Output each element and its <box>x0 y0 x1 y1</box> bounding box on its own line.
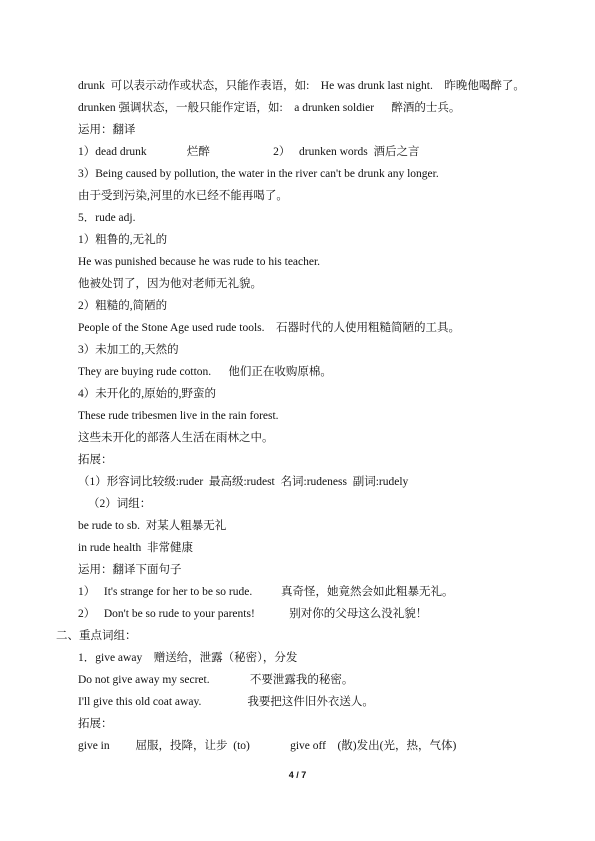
text-line: 3）未加工的,天然的 <box>78 344 179 356</box>
section-heading: 二、重点词组： <box>56 630 137 642</box>
text-line: 运用：翻译下面句子 <box>78 564 182 576</box>
text-line: （1）形容词比较级:ruder 最高级:rudest 名词:rudeness 副词:rudely <box>78 476 409 488</box>
text-line: People of the Stone Age used rude tools. 石器时代的人使用粗糙简陋的工具。 <box>78 322 461 334</box>
section-heading: 5．rude adj. <box>78 212 136 224</box>
text-line: 4）未开化的,原始的,野蛮的 <box>78 388 216 400</box>
text-line: These rude tribesmen live in the rain forest. <box>78 410 279 422</box>
text-line: Do not give away my secret. 不要泄露我的秘密。 <box>78 674 354 686</box>
text-line: 2）粗糙的,简陋的 <box>78 300 168 312</box>
text-line: I'll give this old coat away. 我要把这件旧外衣送人。 <box>78 696 374 708</box>
text-line: 拓展： <box>78 718 113 730</box>
page-number: 4 / 7 <box>288 770 307 780</box>
text-line: 2） Don't be so rude to your parents! 别对你的父母这么没礼貌！ <box>78 608 428 620</box>
text-line: 1） It's strange for her to be so rude. 真奇怪，她竟然会如此粗暴无礼。 <box>78 586 454 598</box>
text-line: 拓展： <box>78 454 113 466</box>
text-line: 他被处罚了，因为他对老师无礼貌。 <box>78 278 262 290</box>
text-line: 3）Being caused by pollution, the water in the river can't be drunk any longer. <box>78 168 439 180</box>
text-line: 运用：翻译 <box>78 124 136 136</box>
text-line: in rude health 非常健康 <box>78 542 193 554</box>
text-line: drunk 可以表示动作或状态，只能作表语，如: He was drunk last night. 昨晚他喝醉了。 <box>78 80 525 92</box>
text-line: be rude to sb. 对某人粗暴无礼 <box>78 520 227 532</box>
text-line: drunken 强调状态，一般只能作定语，如: a drunken soldier 醉酒的士兵。 <box>78 102 461 114</box>
text-line: （2）词组： <box>88 498 152 510</box>
text-line: He was punished because he was rude to his teacher. <box>78 256 321 268</box>
text-line: 1）粗鲁的,无礼的 <box>78 234 168 246</box>
text-line: give in 屈服，投降，让步 (to) give off (散)发出(光，热，气体) <box>78 740 457 752</box>
text-line: 1．give away 赠送给，泄露（秘密），分发 <box>78 652 298 664</box>
text-line: 由于受到污染,河里的水已经不能再喝了。 <box>78 190 288 202</box>
text-line: 这些未开化的部落人生活在雨林之中。 <box>78 432 274 444</box>
text-line: They are buying rude cotton. 他们正在收购原棉。 <box>78 366 332 378</box>
text-line: 1）dead drunk 烂醉 2） drunken words 酒后之言 <box>78 146 420 158</box>
